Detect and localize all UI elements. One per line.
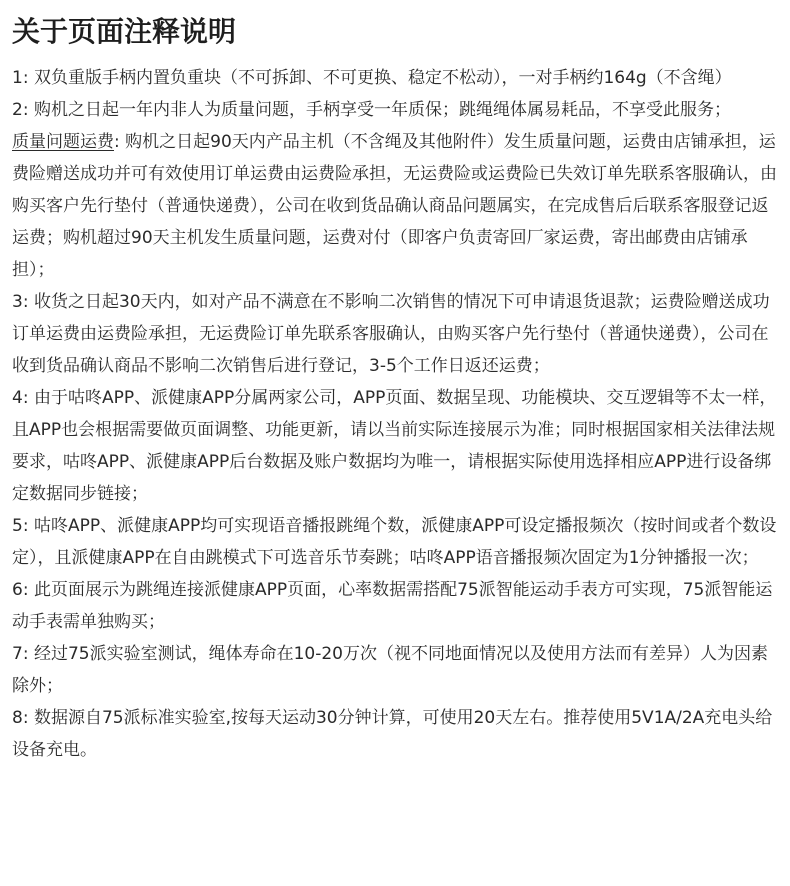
note-5-voice-broadcast: 5: 咕咚APP、派健康APP均可实现语音播报跳绳个数，派健康APP可设定播报频次（按时间或者个数设定），且派健康APP在自由跳模式下可选音乐节奏跳；咕咚APP语音播报频次固定为1分钟播报一次； bbox=[12, 516, 777, 568]
shipping-cost-text: : 购机之日起90天内产品主机（不含绳及其他附件）发生质量问题，运费由店铺承担，运费险赠送成功并可有效使用订单运费由运费险承担，无运费险或运费险已失效订单先联系客服确认，由购买客户先行垫付（普通快递费），公司在收到货品确认商品问题属实，在完成售后后联系客服登记返运费；购机超过90天主机发生质量问题，运费对付（即客户负责寄回厂家运费，寄出邮费由店铺承担）； bbox=[12, 132, 777, 280]
note-2-warranty: 2: 购机之日起一年内非人为质量问题，手柄享受一年质保；跳绳绳体属易耗品，不享受此服务； bbox=[12, 100, 731, 120]
note-4-app-differences: 4: 由于咕咚APP、派健康APP分属两家公司，APP页面、数据呈现、功能模块、交互逻辑等不太一样，且APP也会根据需要做页面调整、功能更新，请以当前实际连接展示为准；同时根据国家相关法律法规要求，咕咚APP、派健康APP后台数据及账户数据均为唯一，请根据实际使用选择相应APP进行设备绑定数据同步链接； bbox=[12, 388, 777, 504]
note-7-rope-lifetime: 7: 经过75派实验室测试，绳体寿命在10-20万次（视不同地面情况以及使用方法而有差异）人为因素除外； bbox=[12, 644, 768, 696]
note-8-battery: 8: 数据源自75派标准实验室,按每天运动30分钟计算，可使用20天左右。推荐使用5V1A/2A充电头给设备充电。 bbox=[12, 708, 773, 760]
page-title: 关于页面注释说明 bbox=[12, 15, 237, 48]
shipping-cost-term: 质量问题运费 bbox=[12, 132, 114, 152]
note-3-returns: 3: 收货之日起30天内，如对产品不满意在不影响二次销售的情况下可申请退货退款；运费险赠送成功订单运费由运费险承担，无运费险订单先联系客服确认，由购买客户先行垫付（普通快递费），公司在收到货品确认商品不影响二次销售后进行登记，3-5个工作日返还运费； bbox=[12, 292, 770, 376]
note-6-heart-rate: 6: 此页面展示为跳绳连接派健康APP页面，心率数据需搭配75派智能运动手表方可实现，75派智能运动手表需单独购买； bbox=[12, 580, 773, 632]
note-2-shipping-cost bbox=[12, 126, 778, 286]
note-1-weighted-handles: 1: 双负重版手柄内置负重块（不可拆卸、不可更换、稳定不松动），一对手柄约164g（不含绳） bbox=[12, 68, 732, 88]
